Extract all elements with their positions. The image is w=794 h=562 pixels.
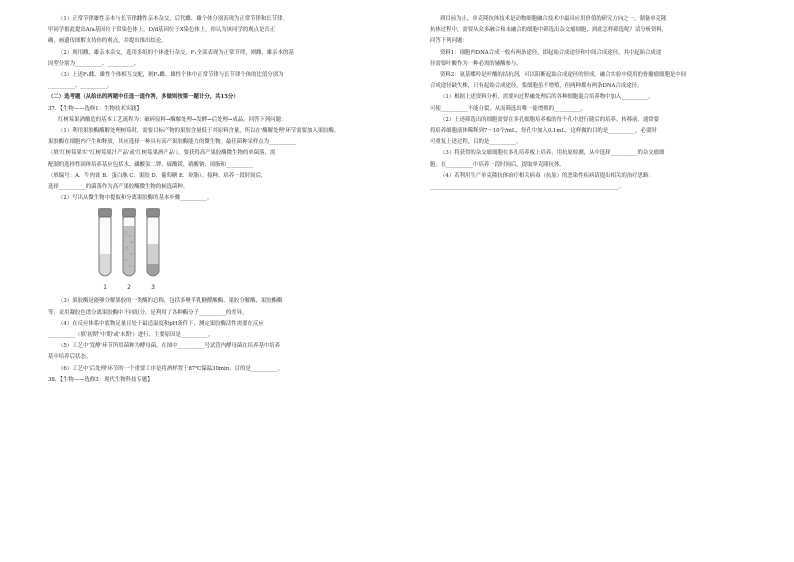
right-column — [430, 14, 770, 193]
left-line: 选择__________的菌落作为高产果胶酶微生物的候选菌种。 — [48, 184, 189, 191]
right-column-text — [430, 14, 770, 193]
left-line: （2）现用雌、雄亲本杂交，选用多组的个体进行杂交，F₁全部表现为正常节律，则雌、雄亲本的基 — [58, 49, 294, 56]
right-line: 资料1：细胞内DNA合成一般有两条途径，即起始合成途径和中间合成途径，其中起始合成途 — [440, 49, 662, 56]
left-column-text-top — [48, 14, 388, 204]
tube-3-cap — [146, 208, 160, 217]
right-line: 回答下列问题： — [430, 38, 468, 45]
test-tube-figure — [48, 206, 388, 292]
left-line: （6）工艺中'后处理'环节的一个重要工序是将酒样置于87℃保温30min，目的是__________。 — [58, 365, 284, 372]
tube-1-label: 1 — [103, 284, 107, 292]
tube-1-medium — [100, 254, 111, 276]
left-line: 38．【生物——选修3：现代生物科技专题】 — [48, 376, 153, 383]
left-line: __________（填'初期''中期'或'末期'）进行，主要原因是__________。 — [48, 332, 214, 339]
left-line: 甲同学据此提出A/a基因位于常染色体上，D/d基因位于X染色体上，你认为该同学的观点是否正 — [48, 27, 276, 34]
tube-3-sediment — [148, 264, 159, 276]
right-line: （4）若利用生产单克隆抗体治疗相关病毒（抗原）的恶染性疾病请提出相关的治疗思路： — [440, 172, 654, 179]
left-line: （3）上述F₁雌、雄性个体相互交配，则F₂雌、雄性个体中正常节律与长节律个体的比值分别为 — [58, 72, 284, 79]
right-line: 抗体过程中，需要从众多融合和未融合的细胞中筛选出杂交瘤细胞，到底怎样筛选呢？请分析资料， — [430, 27, 668, 34]
left-column — [48, 14, 388, 386]
left-line: 果胶酶在细胞内产生和释放，其应选择一种具有高产果胶酶能力的微生物。最佳菌种采样点为__________ — [48, 139, 296, 146]
right-line: ______________________________________________________________________。 — [430, 184, 625, 191]
left-line: （5）工艺中'发酵'环节所用菌种为酵母菌，在图中__________号试管内酵母菌在培养基中培养 — [58, 343, 281, 350]
tube-1-cap — [98, 208, 112, 217]
left-line: （4）在反应体系中底物足量且处于最适温度和pH条件下，测定果胶酶活性需要在反应 — [58, 320, 264, 327]
right-line: （2）上述筛选出的细胞需要在多孔细胞培养板的每个孔中进行随后的培养。转移前，通常要 — [440, 116, 660, 123]
left-line: （1）利用果胶酶酶解处理树莓时，需要目标产物的果胶含量低于其原料含量，所以在'酶解处理'环节需要加入果胶酶。 — [58, 128, 340, 135]
right-line: 合成途径缺失株，只有起始合成途径，浆细胞虽不增殖，但两种都有两条DNA合成途径。 — [430, 83, 643, 90]
right-line: 可重复上述过程，目的是__________。 — [430, 139, 522, 146]
tube-2-label: 2 — [127, 284, 131, 292]
right-line: 胞，在__________中培养一段时间后，提取单克隆抗体。 — [430, 161, 565, 168]
tube-3-label: 3 — [151, 284, 155, 292]
left-line: （1）正常节律雄性亲本与长节律雌性亲本杂交，后代雌、雄个体分别表现为正常节律和长节律。 — [58, 16, 288, 22]
right-line: 资料2：氨基蝶呤是叶酸的拮抗剂，可以阻断起始合成途径的形成。融合实验中使用的骨髓瘤细胞是中间 — [440, 72, 687, 79]
left-line: 配制的选择性固体培养基应包括水、磷酸氢二钾、硫酸镁、硝酸钠、琼脂和__________ — [48, 161, 253, 168]
right-line: 径需要叶酸作为一种必需的辅酶参与。 — [430, 60, 522, 67]
test-tubes-illustration — [92, 206, 172, 292]
right-line: 将培养细胞液体稀释到7～10个/mL，每孔中加入0.1mL，这样做的目的是__________，必要时 — [430, 128, 657, 135]
left-line: 37．【生物——选修1：生物技术实践】 — [48, 105, 142, 112]
left-column-text-bottom — [48, 296, 388, 386]
tube-2-medium — [124, 226, 135, 276]
left-line: __________、__________。 — [48, 83, 113, 90]
left-line: 红树莓果酒酿造的基本工艺流程为：破碎原料→酶解处理→发酵→后处理→成品。回答下列问题： — [58, 116, 287, 123]
left-line: （填'红树莓果实''红树莓果汁产品'或'红树莓果酒产品'），要获得高产果胶酶微生物的单菌落，需 — [48, 150, 276, 157]
left-line: （填编号：A．牛肉膏 B．蛋白胨 C．果胶 D．葡萄糖 E．琼脂）。接种、培养一段时间后， — [48, 172, 267, 179]
left-line: 基中培养后状态。 — [48, 354, 92, 361]
left-line: （二）选考题（从给出的两题中任选一道作答，多做则按第一题计分，共15分） — [48, 94, 239, 101]
right-line: 可使__________不能分裂，从而筛选出唯一能增殖的__________。 — [430, 105, 587, 112]
left-line: 确，画遗传图解支持你的观点，并提出推出结论。 — [48, 38, 167, 45]
left-line: （2）写出从微生物中提取和分离果胶酶的基本步骤__________。 — [58, 195, 213, 202]
tube-2-cap — [122, 208, 136, 217]
right-line: （1）根据上述资料分析，需要向过程融处理后的各种细胞混合培养物中加入__________， — [440, 94, 654, 101]
left-line: （3）果胶酶是能够分解果胶的一类酶的总称，包括多聚半乳糖醛酸酶、果胶分解酶、果胶酯酶 — [58, 298, 283, 305]
left-line: 等，采用凝胶色谱分离果胶酶中不同组分，是利用了各种酶分子__________的差异。 — [48, 309, 248, 316]
left-line: 因型分别为__________、__________。 — [48, 60, 140, 67]
right-line: （3）将获得的杂交瘤细胞在多孔培养板上培养，用抗原检测，从中选择__________的杂交瘤细 — [440, 150, 665, 157]
right-line: 到目前为止，单克隆抗体技术是动物细胞融合技术中最具应用价值的研究方向之一。制备单克隆 — [440, 16, 667, 22]
